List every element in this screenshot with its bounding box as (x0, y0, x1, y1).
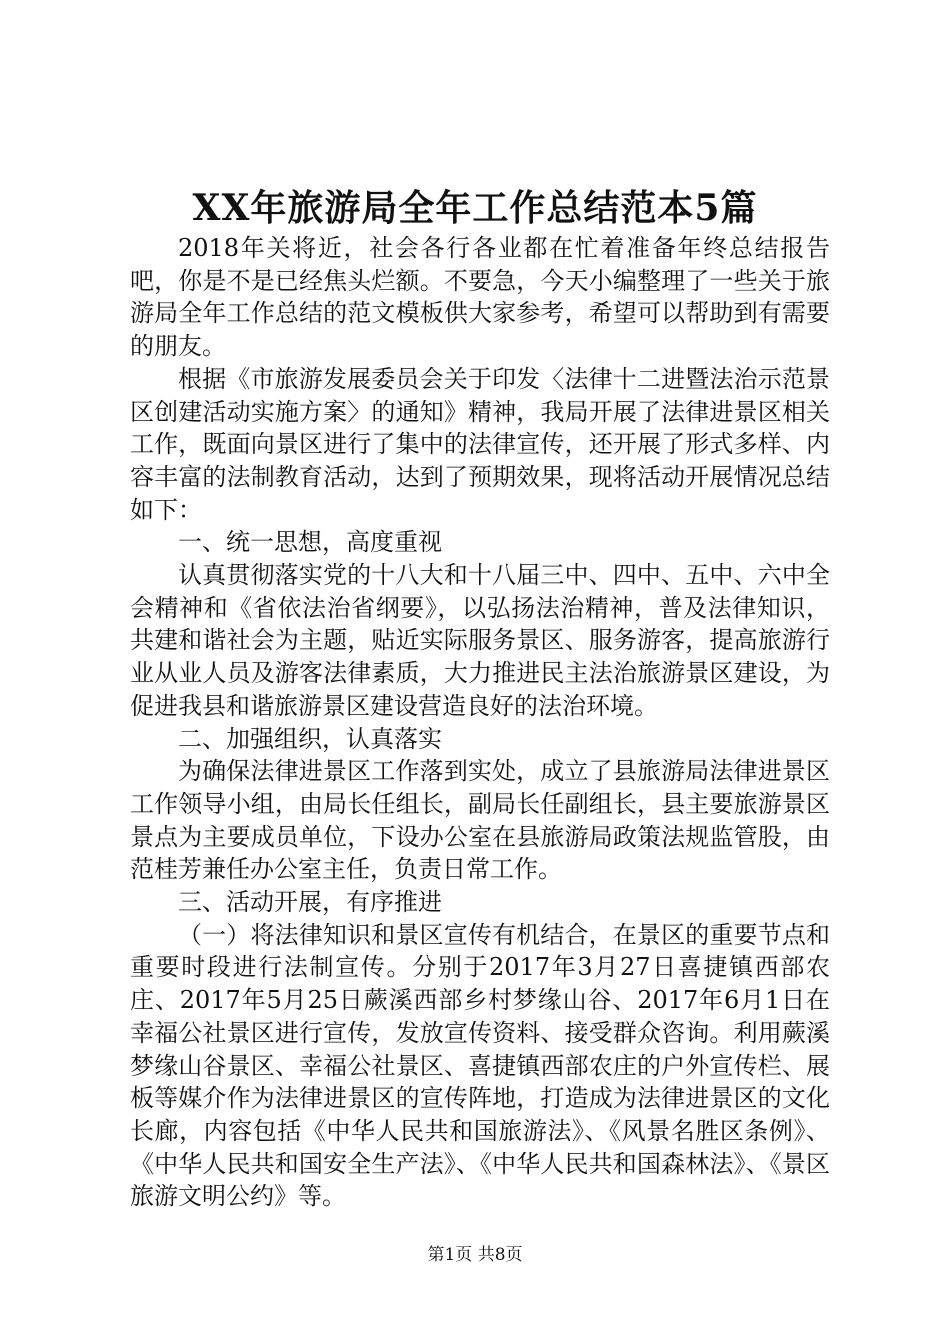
section-1-paragraph: 认真贯彻落实党的十八大和十八届三中、四中、五中、六中全会精神和《省依法治省纲要》，以弘扬法治精神，普及法律知识，共建和谐社会为主题，贴近实际服务景区、服务游客，提高旅游行业从业人员及游客法律素质，大力推进民主法治旅游景区建设，为促进我县和谐旅游景区建设营造良好的法治环境。 (130, 561, 830, 720)
intro-paragraph: 2018年关将近，社会各行各业都在忙着准备年终总结报告吧，你是不是已经焦头烂额。不要急，今天小编整理了一些关于旅游局全年工作总结的范文模板供大家参考，希望可以帮助到有需要的朋友。 (130, 234, 830, 361)
section-heading-2: 二、加强组织，认真落实 (178, 724, 442, 753)
document-title: XX年旅游局全年工作总结范本5篇 (192, 187, 758, 229)
section-3-paragraph: （一）将法律知识和景区宣传有机结合，在景区的重要节点和重要时段进行法制宣传。分别于2017年3月27日喜捷镇西部农庄、2017年5月25日蕨溪西部乡村梦缘山谷、2017年6月1日在幸福公社景区进行宣传，发放宣传资料、接受群众咨询。利用蕨溪梦缘山谷景区、幸福公社景区、喜捷镇西部农庄的户外宣传栏、展板等媒介作为法律进景区的宣传阵地，打造成为法律进景区的文化长廊，内容包括《中华人民共和国旅游法》、《风景名胜区条例》、《中华人民共和国安全生产法》、《中华人民共和国森林法》、《景区旅游文明公约》等。 (130, 920, 830, 1211)
document-body (130, 232, 830, 1213)
section-heading-1: 一、统一思想，高度重视 (178, 528, 442, 557)
section-heading-3: 三、活动开展，有序推进 (178, 888, 442, 917)
page-footer: 第1页 共8页 (427, 1245, 523, 1265)
background-paragraph: 根据《市旅游发展委员会关于印发〈法律十二进暨法治示范景区创建活动实施方案〉的通知》精神，我局开展了法律进景区相关工作，既面向景区进行了集中的法律宣传，还开展了形式多样、内容丰富的法制教育活动，达到了预期效果，现将活动开展情况总结如下： (130, 364, 830, 524)
section-2-paragraph: 为确保法律进景区工作落到实处，成立了县旅游局法律进景区工作领导小组，由局长任组长，副局长任副组长，县主要旅游景区景点为主要成员单位，下设办公室在县旅游局政策法规监管股，由范桂芳兼任办公室主任，负责日常工作。 (130, 757, 830, 884)
